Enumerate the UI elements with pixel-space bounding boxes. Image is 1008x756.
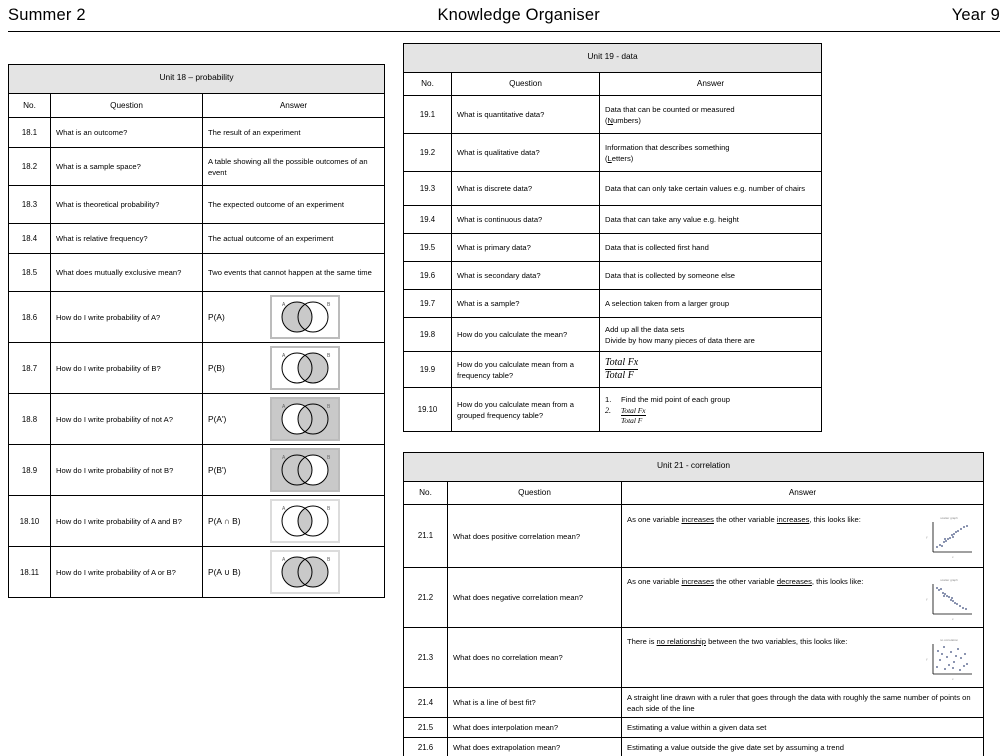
row-question: What does mutually exclusive mean? [51,254,203,292]
scatter-plot-no-correlation-icon [920,634,978,682]
row-answer [203,547,385,598]
svg-text:x: x [952,616,954,621]
svg-text:B: B [327,353,331,360]
row-answer [203,496,385,547]
row-answer [203,343,385,394]
table-row [404,352,822,388]
answer-line-1: Information that describes something [605,142,730,152]
row-number: 19.2 [404,134,452,172]
row-answer: Data that is collected first hand [600,234,822,262]
unit-21-header-row [404,482,984,505]
row-answer: Data that can only take certain values e.g. number of chairs [600,172,822,206]
row-number: 21.5 [404,718,448,738]
table-row [404,388,822,432]
row-question: What is relative frequency? [51,224,203,254]
step-text: Find the mid point of each group [621,394,730,404]
table-row [9,496,385,547]
row-number: 18.3 [9,186,51,224]
row-question: What does positive correlation mean? [448,505,622,568]
column-header-answer: Answer [600,73,822,96]
row-number: 18.7 [9,343,51,394]
svg-text:x: x [952,676,954,681]
row-answer [600,134,822,172]
svg-text:A: A [282,353,286,360]
row-answer [622,568,984,628]
answer-line-1: Data that can be counted or measured [605,104,735,114]
row-question: What is primary data? [452,234,600,262]
answer-text: There is no relationship between the two variables, this looks like: [627,636,848,646]
row-question: What does negative correlation mean? [448,568,622,628]
row-number: 21.1 [404,505,448,568]
row-number: 21.6 [404,738,448,756]
row-answer: A straight line drawn with a ruler that goes through the data with roughly the same number of points on each side of the line [622,688,984,718]
answer-line-1: Add up all the data sets [605,324,685,334]
table-row [404,206,822,234]
probability-notation: P(A ∪ B) [208,567,241,578]
svg-text:y: y [926,535,928,540]
svg-text:B: B [327,302,331,309]
row-question: What is qualitative data? [452,134,600,172]
list-item [605,394,816,405]
row-answer: The actual outcome of an experiment [203,224,385,254]
row-number: 18.2 [9,148,51,186]
row-question: What is secondary data? [452,262,600,290]
svg-text:B: B [327,404,331,411]
svg-text:B: B [327,557,331,564]
row-question: What is an outcome? [51,118,203,148]
unit-19-title: Unit 19 - data [404,44,822,73]
table-row [9,547,385,598]
mean-grouped-formula: $\frac{\text{Total Fx}}{\text{Total F}}$ [621,405,646,426]
unit-18-title-row [9,65,385,94]
row-number: 18.11 [9,547,51,598]
table-row [9,148,385,186]
row-answer [622,628,984,688]
underlined-initial: N [607,115,614,125]
probability-notation: P(B) [208,363,225,374]
venn-diagram-not-b [270,448,340,492]
svg-text:y: y [926,656,928,661]
row-question: What does interpolation mean? [448,718,622,738]
column-header-question: Question [51,94,203,118]
table-row [404,505,984,568]
probability-notation: P(A) [208,312,225,323]
table-row [9,445,385,496]
venn-diagram-a [270,295,340,339]
row-number: 21.2 [404,568,448,628]
table-row [9,224,385,254]
column-header-no: No. [9,94,51,118]
table-row [9,254,385,292]
row-question: How do you calculate the mean? [452,318,600,352]
row-number: 18.6 [9,292,51,343]
row-number: 19.4 [404,206,452,234]
row-number: 18.5 [9,254,51,292]
svg-text:x: x [952,555,954,560]
svg-text:A: A [282,404,286,411]
row-answer [600,318,822,352]
page-title: Knowledge Organiser [437,6,600,24]
svg-text:B: B [327,455,331,462]
table-row [404,234,822,262]
row-answer: The result of an experiment [203,118,385,148]
venn-diagram-not-a [270,397,340,441]
table-row [404,134,822,172]
svg-text:A: A [282,506,286,513]
row-number: 19.7 [404,290,452,318]
underlined-initial: L [607,153,612,163]
row-answer: Data that is collected by someone else [600,262,822,290]
row-number: 21.3 [404,628,448,688]
table-row [404,688,984,718]
unit-18-table [8,64,385,598]
page-header [8,6,1000,34]
row-number: 18.8 [9,394,51,445]
svg-text:A: A [282,557,286,564]
row-answer [622,505,984,568]
row-question: How do I write probability of A? [51,292,203,343]
row-question: What is a line of best fit? [448,688,622,718]
unit-18-header-row [9,94,385,118]
svg-text:B: B [327,506,331,513]
row-number: 19.6 [404,262,452,290]
table-row [9,394,385,445]
svg-text:A: A [282,455,286,462]
venn-diagram-a-and-b [270,499,340,543]
probability-notation: P(A ∩ B) [208,516,241,527]
svg-text:scatter graph: scatter graph [940,516,958,521]
row-answer [203,394,385,445]
row-question: How do I write probability of A and B? [51,496,203,547]
row-question: What is a sample? [452,290,600,318]
table-row [404,738,984,756]
svg-text:no correlation: no correlation [939,637,959,642]
unit-19-title-row [404,44,822,73]
step-marker: 2. [605,405,611,415]
row-number: 19.3 [404,172,452,206]
unit-21-title-row [404,453,984,482]
column-header-answer: Answer [203,94,385,118]
header-divider [8,31,1000,32]
row-answer: A selection taken from a larger group [600,290,822,318]
table-row [404,718,984,738]
row-answer [600,388,822,432]
unit-21-table [403,452,984,756]
svg-text:y: y [926,596,928,601]
table-row [404,568,984,628]
column-header-no: No. [404,482,448,505]
column-header-answer: Answer [622,482,984,505]
row-number: 19.8 [404,318,452,352]
table-row [404,262,822,290]
row-question: What is continuous data? [452,206,600,234]
scatter-plot-negative-icon [920,574,978,622]
table-row [404,628,984,688]
row-answer [600,96,822,134]
row-question: How do you calculate mean from a frequency table? [452,352,600,388]
unit-18-title: Unit 18 – probability [9,65,385,94]
row-answer: Data that can take any value e.g. height [600,206,822,234]
svg-text:A: A [282,302,286,309]
header-term-label: Summer 2 [8,6,86,24]
row-number: 19.10 [404,388,452,432]
row-question: How do you calculate mean from a grouped frequency table? [452,388,600,432]
row-question: What is discrete data? [452,172,600,206]
row-question: What is quantitative data? [452,96,600,134]
row-question: What does extrapolation mean? [448,738,622,756]
table-row [404,96,822,134]
table-row [404,318,822,352]
row-question: How do I write probability of B? [51,343,203,394]
probability-notation: P(B') [208,465,227,476]
probability-notation: P(A') [208,414,227,425]
venn-diagram-a-or-b [270,550,340,594]
table-row [9,343,385,394]
row-number: 18.10 [9,496,51,547]
unit-21-title: Unit 21 - correlation [404,453,984,482]
answer-line-2: (Numbers) [605,115,641,125]
row-question: How do I write probability of not A? [51,394,203,445]
column-header-question: Question [448,482,622,505]
mean-grouped-steps [605,394,816,426]
row-question: How do I write probability of A or B? [51,547,203,598]
row-question: How do I write probability of not B? [51,445,203,496]
table-row [9,186,385,224]
answer-text: As one variable increases the other variable increases, this looks like: [627,515,861,525]
answer-line-2: (Letters) [605,153,634,163]
table-row [9,118,385,148]
row-question: What is a sample space? [51,148,203,186]
step-marker: 1. [605,394,612,404]
row-number: 18.1 [9,118,51,148]
row-answer: A table showing all the possible outcomes of an event [203,148,385,186]
unit-19-table [403,43,822,432]
table-row [404,290,822,318]
row-answer [600,352,822,388]
svg-text:scatter graph: scatter graph [940,577,958,582]
row-answer: Estimating a value outside the give date set by assuming a trend [622,738,984,756]
table-row [404,172,822,206]
row-number: 19.5 [404,234,452,262]
row-number: 18.4 [9,224,51,254]
unit-19-header-row [404,73,822,96]
row-question: What does no correlation mean? [448,628,622,688]
column-header-question: Question [452,73,600,96]
row-answer: The expected outcome of an experiment [203,186,385,224]
column-header-no: No. [404,73,452,96]
row-answer [203,292,385,343]
scatter-plot-positive-icon [920,512,978,560]
row-answer [203,445,385,496]
row-answer: Estimating a value within a given data set [622,718,984,738]
answer-text: As one variable increases the other variable decreases, this looks like: [627,576,864,586]
answer-line-2: Divide by how many pieces of data there are [605,335,755,345]
row-answer: Two events that cannot happen at the same time [203,254,385,292]
row-number: 21.4 [404,688,448,718]
row-number: 19.1 [404,96,452,134]
row-question: What is theoretical probability? [51,186,203,224]
row-number: 19.9 [404,352,452,388]
list-item [605,406,816,426]
mean-frequency-formula: $\frac{\text{Total Fx}}{\text{Total F}}$ [605,356,639,382]
venn-diagram-b [270,346,340,390]
header-year-label: Year 9 [951,6,1000,24]
table-row [9,292,385,343]
row-number: 18.9 [9,445,51,496]
